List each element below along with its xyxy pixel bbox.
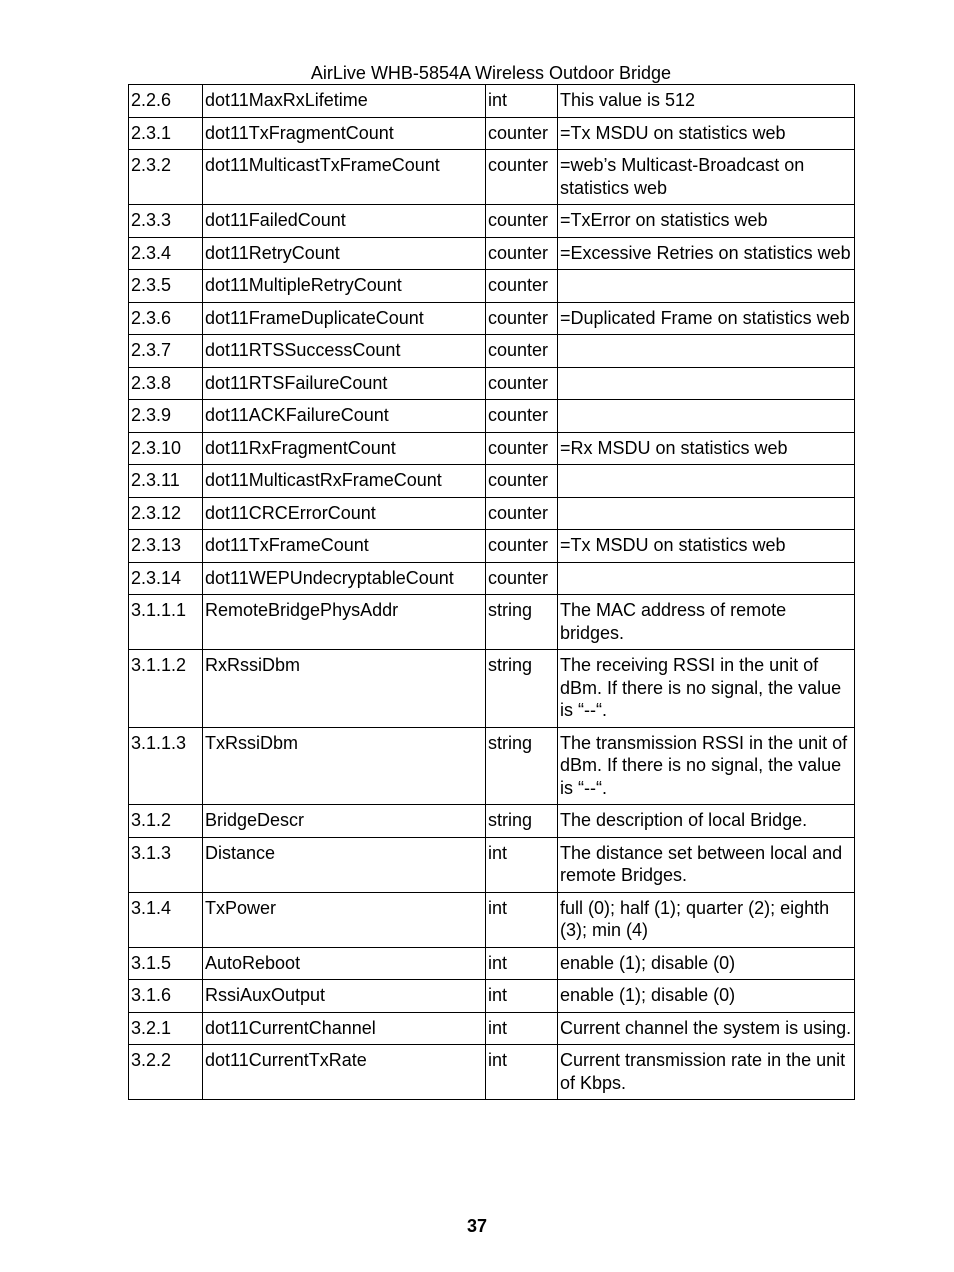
type-cell: int	[486, 980, 558, 1013]
table-row	[129, 805, 855, 838]
description-cell: =TxError on statistics web	[558, 205, 855, 238]
object-name-cell: dot11MultipleRetryCount	[203, 270, 486, 303]
description-cell: This value is 512	[558, 85, 855, 118]
table-row	[129, 270, 855, 303]
type-cell: counter	[486, 562, 558, 595]
object-name-cell: dot11RTSFailureCount	[203, 367, 486, 400]
type-cell: counter	[486, 205, 558, 238]
table-row	[129, 530, 855, 563]
type-cell: int	[486, 1012, 558, 1045]
object-name-cell: RxRssiDbm	[203, 650, 486, 728]
object-name-cell: dot11RetryCount	[203, 237, 486, 270]
oid-cell: 3.1.2	[129, 805, 203, 838]
description-cell: =Duplicated Frame on statistics web	[558, 302, 855, 335]
page-number: 37	[466, 1216, 488, 1236]
description-cell	[558, 367, 855, 400]
type-cell: counter	[486, 150, 558, 205]
table-row	[129, 837, 855, 892]
description-cell: The MAC address of remote bridges.	[558, 595, 855, 650]
oid-cell: 2.3.12	[129, 497, 203, 530]
table-row	[129, 237, 855, 270]
table-row	[129, 150, 855, 205]
table-row	[129, 1045, 855, 1100]
table-row	[129, 205, 855, 238]
object-name-cell: TxRssiDbm	[203, 727, 486, 805]
oid-cell: 2.3.5	[129, 270, 203, 303]
type-cell: counter	[486, 400, 558, 433]
oid-cell: 2.3.2	[129, 150, 203, 205]
description-cell: The receiving RSSI in the unit of dBm. If there is no signal, the value is “--“.	[558, 650, 855, 728]
table-row	[129, 727, 855, 805]
description-cell: full (0); half (1); quarter (2); eighth (3); min (4)	[558, 892, 855, 947]
object-name-cell: dot11TxFragmentCount	[203, 117, 486, 150]
object-name-cell: BridgeDescr	[203, 805, 486, 838]
type-cell: counter	[486, 432, 558, 465]
object-name-cell: dot11TxFrameCount	[203, 530, 486, 563]
object-name-cell: Distance	[203, 837, 486, 892]
type-cell: counter	[486, 530, 558, 563]
type-cell: counter	[486, 465, 558, 498]
type-cell: int	[486, 1045, 558, 1100]
description-cell	[558, 400, 855, 433]
object-name-cell: dot11MaxRxLifetime	[203, 85, 486, 118]
object-name-cell: RssiAuxOutput	[203, 980, 486, 1013]
oid-cell: 3.2.2	[129, 1045, 203, 1100]
object-name-cell: dot11WEPUndecryptableCount	[203, 562, 486, 595]
type-cell: counter	[486, 270, 558, 303]
oid-cell: 2.3.6	[129, 302, 203, 335]
type-cell: counter	[486, 367, 558, 400]
type-cell: counter	[486, 117, 558, 150]
table-row	[129, 947, 855, 980]
object-name-cell: dot11RxFragmentCount	[203, 432, 486, 465]
oid-cell: 3.1.6	[129, 980, 203, 1013]
table-row	[129, 980, 855, 1013]
oid-cell: 2.3.11	[129, 465, 203, 498]
object-name-cell: dot11ACKFailureCount	[203, 400, 486, 433]
object-name-cell: TxPower	[203, 892, 486, 947]
description-cell: Current transmission rate in the unit of Kbps.	[558, 1045, 855, 1100]
oid-cell: 2.3.9	[129, 400, 203, 433]
description-cell	[558, 335, 855, 368]
description-cell: Current channel the system is using.	[558, 1012, 855, 1045]
oid-cell: 3.1.1.2	[129, 650, 203, 728]
description-cell: =Tx MSDU on statistics web	[558, 530, 855, 563]
description-cell	[558, 270, 855, 303]
oid-cell: 2.3.1	[129, 117, 203, 150]
description-cell	[558, 465, 855, 498]
description-cell: =Excessive Retries on statistics web	[558, 237, 855, 270]
oid-cell: 2.3.7	[129, 335, 203, 368]
oid-cell: 3.2.1	[129, 1012, 203, 1045]
oid-cell: 3.1.4	[129, 892, 203, 947]
type-cell: string	[486, 805, 558, 838]
type-cell: counter	[486, 497, 558, 530]
oid-cell: 2.3.8	[129, 367, 203, 400]
description-cell: The distance set between local and remote Bridges.	[558, 837, 855, 892]
oid-cell: 2.3.4	[129, 237, 203, 270]
oid-cell: 3.1.3	[129, 837, 203, 892]
table-row	[129, 650, 855, 728]
table-row	[129, 335, 855, 368]
oid-cell: 2.3.3	[129, 205, 203, 238]
table-row	[129, 892, 855, 947]
table-row	[129, 432, 855, 465]
object-name-cell: dot11FailedCount	[203, 205, 486, 238]
type-cell: string	[486, 595, 558, 650]
page-header: AirLive WHB-5854A Wireless Outdoor Bridge	[310, 63, 672, 83]
table-row	[129, 85, 855, 118]
description-cell	[558, 497, 855, 530]
object-name-cell: dot11CurrentTxRate	[203, 1045, 486, 1100]
mib-table-body	[129, 85, 855, 1100]
object-name-cell: dot11RTSSuccessCount	[203, 335, 486, 368]
object-name-cell: dot11FrameDuplicateCount	[203, 302, 486, 335]
description-cell: =Rx MSDU on statistics web	[558, 432, 855, 465]
oid-cell: 2.3.14	[129, 562, 203, 595]
mib-table	[128, 84, 855, 1100]
table-row	[129, 302, 855, 335]
description-cell: The transmission RSSI in the unit of dBm. If there is no signal, the value is “--“.	[558, 727, 855, 805]
oid-cell: 3.1.1.1	[129, 595, 203, 650]
object-name-cell: dot11MulticastTxFrameCount	[203, 150, 486, 205]
oid-cell: 2.3.10	[129, 432, 203, 465]
type-cell: counter	[486, 237, 558, 270]
table-row	[129, 595, 855, 650]
object-name-cell: dot11CurrentChannel	[203, 1012, 486, 1045]
object-name-cell: RemoteBridgePhysAddr	[203, 595, 486, 650]
oid-cell: 3.1.5	[129, 947, 203, 980]
type-cell: counter	[486, 302, 558, 335]
oid-cell: 3.1.1.3	[129, 727, 203, 805]
object-name-cell: dot11MulticastRxFrameCount	[203, 465, 486, 498]
table-row	[129, 497, 855, 530]
oid-cell: 2.2.6	[129, 85, 203, 118]
description-cell: enable (1); disable (0)	[558, 980, 855, 1013]
type-cell: int	[486, 85, 558, 118]
type-cell: int	[486, 892, 558, 947]
type-cell: string	[486, 650, 558, 728]
type-cell: int	[486, 947, 558, 980]
description-cell: enable (1); disable (0)	[558, 947, 855, 980]
type-cell: counter	[486, 335, 558, 368]
description-cell: The description of local Bridge.	[558, 805, 855, 838]
table-row	[129, 562, 855, 595]
table-row	[129, 367, 855, 400]
object-name-cell: AutoReboot	[203, 947, 486, 980]
type-cell: int	[486, 837, 558, 892]
description-cell	[558, 562, 855, 595]
oid-cell: 2.3.13	[129, 530, 203, 563]
description-cell: =Tx MSDU on statistics web	[558, 117, 855, 150]
table-row	[129, 117, 855, 150]
type-cell: string	[486, 727, 558, 805]
table-row	[129, 1012, 855, 1045]
description-cell: =web’s Multicast-Broadcast on statistics web	[558, 150, 855, 205]
table-row	[129, 465, 855, 498]
table-row	[129, 400, 855, 433]
object-name-cell: dot11CRCErrorCount	[203, 497, 486, 530]
